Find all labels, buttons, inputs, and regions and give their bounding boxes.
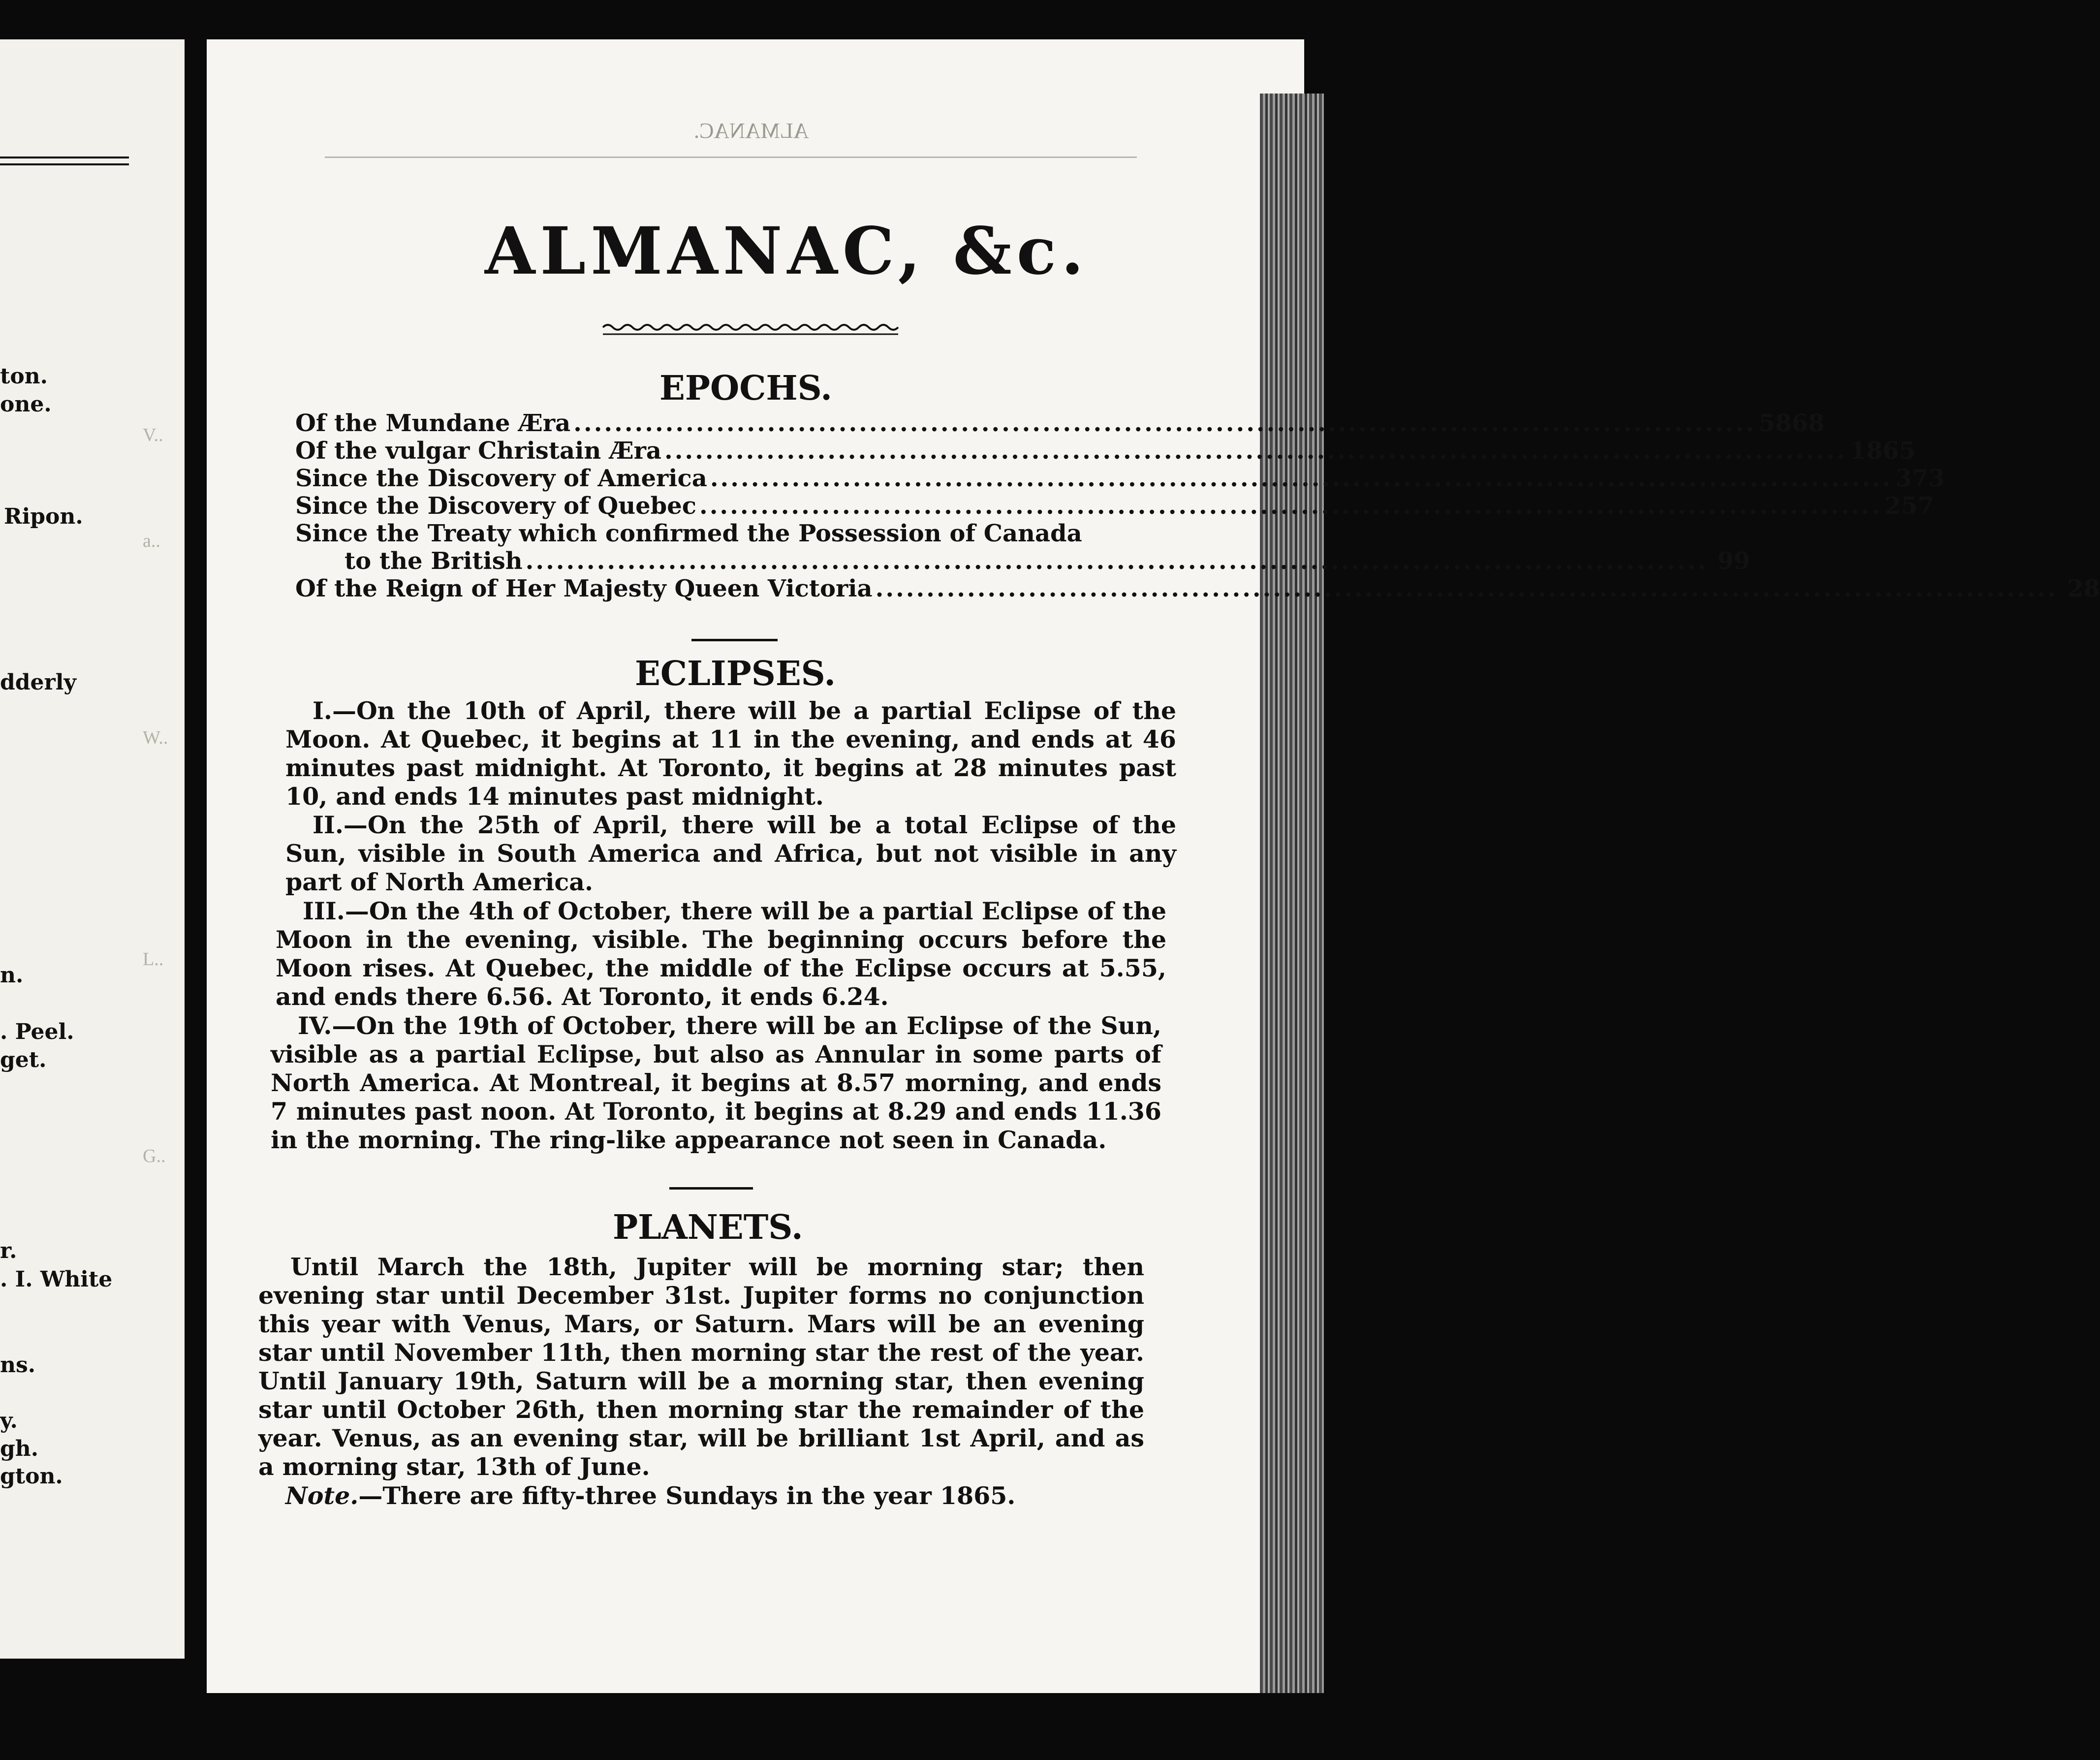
eclipse-item: I.—On the 10th of April, there will be a partial Eclipse of the Moon. At Quebec, it begins at 11 in the evening, and ends at 46 minutes past midnight. At Toronto, it begins at 28 minutes past 10, and ends 14 minutes past midnight. <box>285 696 1176 811</box>
section-divider <box>691 639 778 641</box>
left-page-fragment: . Peel. <box>0 1019 74 1044</box>
epoch-value: 1865 <box>1849 437 1916 465</box>
leader-dots: .................................................................................................................... <box>664 437 1847 465</box>
note-label: Note. <box>285 1481 359 1510</box>
epoch-row <box>295 436 1916 465</box>
left-page-fragment: Ripon. <box>4 504 83 529</box>
note-paragraph <box>258 1481 1144 1510</box>
epoch-label: Of the vulgar Christain Æra <box>295 437 661 465</box>
bleed-through-text: V.. <box>143 425 163 445</box>
left-page-rule <box>0 163 129 165</box>
left-page-fragment: r. <box>0 1238 17 1263</box>
epoch-row <box>295 409 1825 437</box>
leader-dots: .................................................................................................................... <box>525 547 1708 575</box>
leader-dots: .................................................................................................................... <box>710 465 1893 492</box>
bleed-through-text: L.. <box>143 949 164 970</box>
epoch-value: 257 <box>1884 492 1934 520</box>
epoch-label: Since the Discovery of America <box>295 465 707 492</box>
bleed-through-text: a.. <box>143 531 160 551</box>
epoch-label: to the British <box>345 547 523 575</box>
page-title: ALMANAC, &c. <box>485 213 1089 289</box>
eclipses-heading: ECLIPSES. <box>635 654 836 693</box>
bleed-through-text: G.. <box>143 1146 166 1166</box>
bleed-through-text: W.. <box>143 727 168 748</box>
leader-dots: .................................................................................................................... <box>573 409 1756 437</box>
epoch-row <box>295 519 1181 545</box>
section-divider <box>669 1187 753 1190</box>
planets-heading: PLANETS. <box>613 1208 803 1247</box>
left-page-fragment: gh. <box>0 1436 39 1461</box>
left-page-fragment: gton. <box>0 1464 63 1489</box>
note-text: —There are fifty-three Sundays in the year 1865. <box>358 1481 1016 1510</box>
left-page-fragment: n. <box>0 963 24 988</box>
planets-text: Until March the 18th, Jupiter will be morning star; then evening star until December 31st. Jupiter forms no conjunction this year with Venus, Mars, or Saturn. Mars will be an evening star until November 11th, then morning star the rest of the year. Until January 19th, Saturn will be a morning star, then evening star until October 26th, then morning star the remainder of the year. Venus, as an evening star, will be brilliant 1st April, and as a morning star, 13th of June. <box>258 1253 1144 1481</box>
left-page-fragment: get. <box>0 1047 47 1072</box>
page-header: ALMANAC. <box>694 119 809 143</box>
epoch-row <box>295 574 2100 602</box>
epochs-heading: EPOCHS. <box>659 369 832 408</box>
epoch-row <box>345 546 1751 575</box>
left-page-fragment: one. <box>0 392 52 417</box>
eclipse-item: IV.—On the 19th of October, there will be an Eclipse of the Sun, visible as a partial Eclipse, but also as Annular in some parts of North America. At Montreal, it begins at 8.57 morning, and ends 7 minutes past noon. At Toronto, it begins at 8.29 and ends 11.36 in the morning. The ring-like appearance not seen in Canada. <box>271 1011 1161 1154</box>
eclipse-item: II.—On the 25th of April, there will be a total Eclipse of the Sun, visible in South America and Africa, but not visible in any part of North America. <box>285 811 1176 896</box>
left-page-fragment: dderly <box>0 670 76 695</box>
epoch-label: Since the Treaty which confirmed the Possession of Canada <box>295 520 1082 547</box>
epoch-label: Of the Mundane Æra <box>295 409 571 437</box>
epoch-value: 28 <box>2067 575 2100 602</box>
epoch-label: Of the Reign of Her Majesty Queen Victoria <box>295 575 873 602</box>
left-page-rule <box>0 157 129 158</box>
epoch-value: 373 <box>1895 465 1945 492</box>
eclipse-item: III.—On the 4th of October, there will be a partial Eclipse of the Moon in the evening, visible. The beginning occurs before the Moon rises. At Quebec, the middle of the Eclipse occurs at 5.55, and ends there 6.56. At Toronto, it ends 6.24. <box>276 897 1166 1011</box>
header-rule <box>325 157 1137 158</box>
left-page <box>0 39 185 1659</box>
epoch-row <box>295 464 1945 492</box>
wavy-rule-ornament <box>603 322 898 337</box>
leader-dots: .................................................................................................................... <box>699 492 1882 520</box>
left-page-fragment: ns. <box>0 1352 36 1378</box>
left-page-fragment: ton. <box>0 364 48 389</box>
epoch-row <box>295 491 1934 520</box>
leader-dots: .................................................................................................................... <box>875 575 2058 602</box>
page-edge <box>1260 94 1324 1693</box>
epoch-value: 99 <box>1717 547 1751 575</box>
epoch-value: 5868 <box>1758 409 1825 437</box>
left-page-fragment: y. <box>0 1408 18 1433</box>
left-page-fragment: . I. White <box>0 1267 113 1292</box>
epoch-label: Since the Discovery of Quebec <box>295 492 696 520</box>
